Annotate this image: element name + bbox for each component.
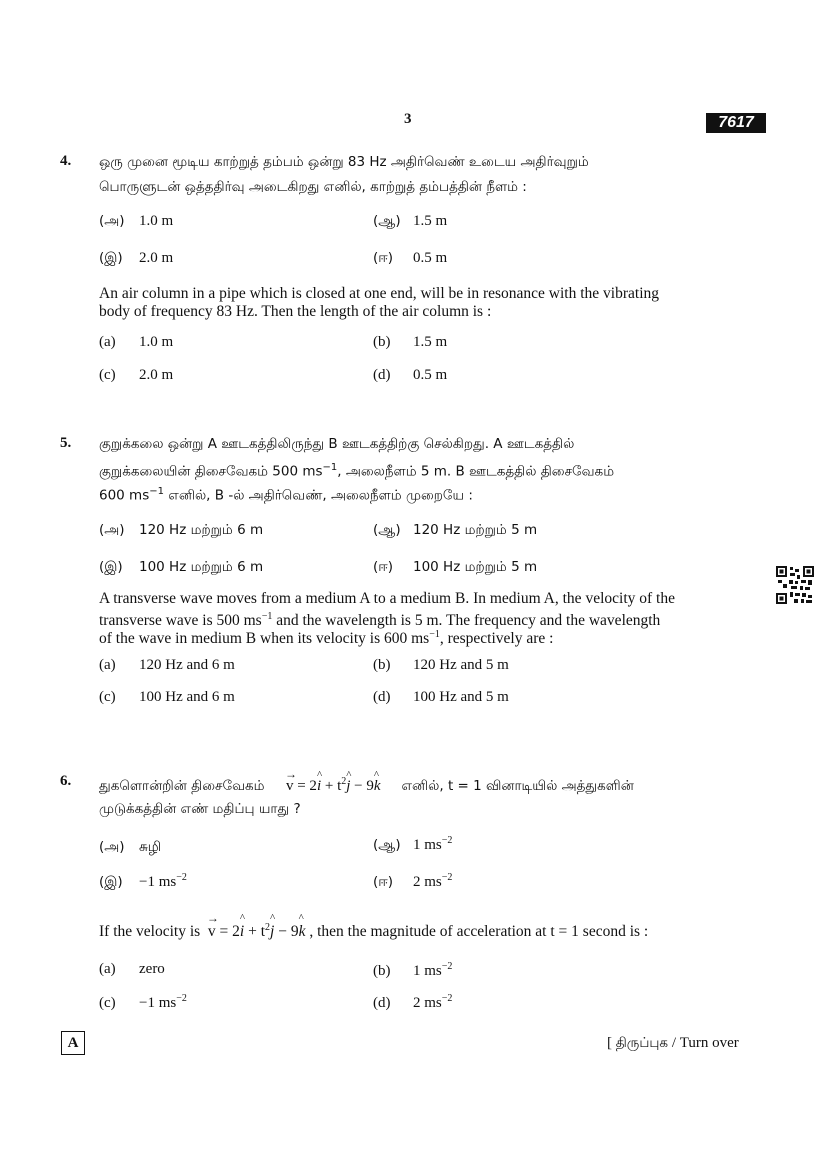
q6-tamil-option-4: (ஈ) 2 $ms^{-2}$ <box>373 872 453 890</box>
q5-tamil-line3: 600 $ms^{-1}$ எனில், B -ல் அதிர்வெண், அலைநீளம் முறையே : <box>99 486 473 504</box>
q4-tamil-line1: ஒரு முனை மூடிய காற்றுத் தம்பம் ஒன்று 83 Hz அதிர்வெண் உடைய அதிர்வுறும் <box>99 154 589 170</box>
turn-over-text: [ திருப்புக / Turn over <box>607 1035 739 1051</box>
qr-code-icon <box>776 566 814 604</box>
q5-tamil-option-3: (இ) 100 Hz மற்றும் 6 m <box>99 559 264 575</box>
q5-english-option-b: (b) 120 Hz and 5 m <box>373 657 509 673</box>
q4-tamil-option-1: (அ) 1.0 m <box>99 213 174 229</box>
q6-tamil-option-2: (ஆ) 1 $ms^{-2}$ <box>373 835 453 853</box>
q6-english-option-b: (b) 1 $ms^{-2}$ <box>373 961 453 979</box>
page-number: 3 <box>404 111 412 127</box>
q4-english-option-d: (d) 0.5 m <box>373 367 448 383</box>
q6-tamil-line2: முடுக்கத்தின் எண் மதிப்பு யாது ? <box>99 801 301 817</box>
q5-english-line3: of the wave in medium B when its velocity is 600 $ms^{-1}$, respectively are : <box>99 629 554 648</box>
q4-english-option-a: (a) 1.0 m <box>99 334 174 350</box>
question-6-number: 6. <box>60 773 72 789</box>
q6-english-velocity-formula: → v = 2^ $i + t^2\^{}$ j − 9^ k <box>208 923 309 940</box>
q6-tamil-line1: துகளொன்றின் திசைவேகம் → v = 2^ $i + t^2\^{}$ j − 9^ k எனில், t = 1 வினாடியில் அத்துகளின் <box>99 770 634 798</box>
question-5-number: 5. <box>60 435 72 451</box>
q4-tamil-line2: பொருளுடன் ஒத்ததிர்வு அடைகிறது எனில், காற்றுத் தம்பத்தின் நீளம் : <box>99 179 527 195</box>
q6-english-option-a: (a) zero <box>99 961 165 977</box>
q6-english-option-d: (d) 2 $ms^{-2}$ <box>373 993 453 1011</box>
q5-tamil-line1: குறுக்கலை ஒன்று A ஊடகத்திலிருந்து B ஊடகத்திற்கு செல்கிறது. A ஊடகத்தில் <box>99 436 575 452</box>
q4-english-option-c: (c) 2.0 m <box>99 367 174 383</box>
paper-code-badge: 7617 <box>706 113 766 133</box>
q5-tamil-option-2: (ஆ) 120 Hz மற்றும் 5 m <box>373 522 538 538</box>
q5-english-line1: A transverse wave moves from a medium A to a medium B. In medium A, the velocity of the <box>99 590 675 607</box>
question-4-number: 4. <box>60 153 72 169</box>
q5-english-option-c: (c) 100 Hz and 6 m <box>99 689 235 705</box>
q4-tamil-option-3: (இ) 2.0 m <box>99 250 174 266</box>
q6-tamil-option-1: (அ) சுழி <box>99 839 162 855</box>
q4-english-line1: An air column in a pipe which is closed at one end, will be in resonance with the vibrating <box>99 285 660 302</box>
q5-tamil-option-1: (அ) 120 Hz மற்றும் 6 m <box>99 522 264 538</box>
q4-english-line2: body of frequency 83 Hz. Then the length of the air column is : <box>99 303 492 320</box>
q5-tamil-option-4: (ஈ) 100 Hz மற்றும் 5 m <box>373 559 538 575</box>
q6-english-question: If the velocity is → v = 2^ $i + t^2\^{}$ j − 9^ k , then the magnitude of acceleration at t = 1 second is : <box>99 922 648 941</box>
q4-tamil-option-4: (ஈ) 0.5 m <box>373 250 448 266</box>
q5-english-option-a: (a) 120 Hz and 6 m <box>99 657 235 673</box>
q6-english-option-c: (c) −1 $ms^{-2}$ <box>99 993 187 1011</box>
q4-tamil-option-2: (ஆ) 1.5 m <box>373 213 448 229</box>
q5-tamil-line2: குறுக்கலையின் திசைவேகம் 500 $ms^{-1}$, அலைநீளம் 5 m. B ஊடகத்தில் திசைவேகம் <box>99 462 615 480</box>
q6-tamil-option-3: (இ) −1 $ms^{-2}$ <box>99 872 187 890</box>
q4-english-option-b: (b) 1.5 m <box>373 334 448 350</box>
version-box: A <box>61 1031 85 1055</box>
q6-tamil-velocity-formula: → v = 2^ $i + t^2\^{}$ j − 9^ k <box>286 778 384 794</box>
q5-english-option-d: (d) 100 Hz and 5 m <box>373 689 509 705</box>
q5-english-line2: transverse wave is 500 $ms^{-1}$ and the wavelength is 5 m. The frequency and the wavelength <box>99 611 661 630</box>
